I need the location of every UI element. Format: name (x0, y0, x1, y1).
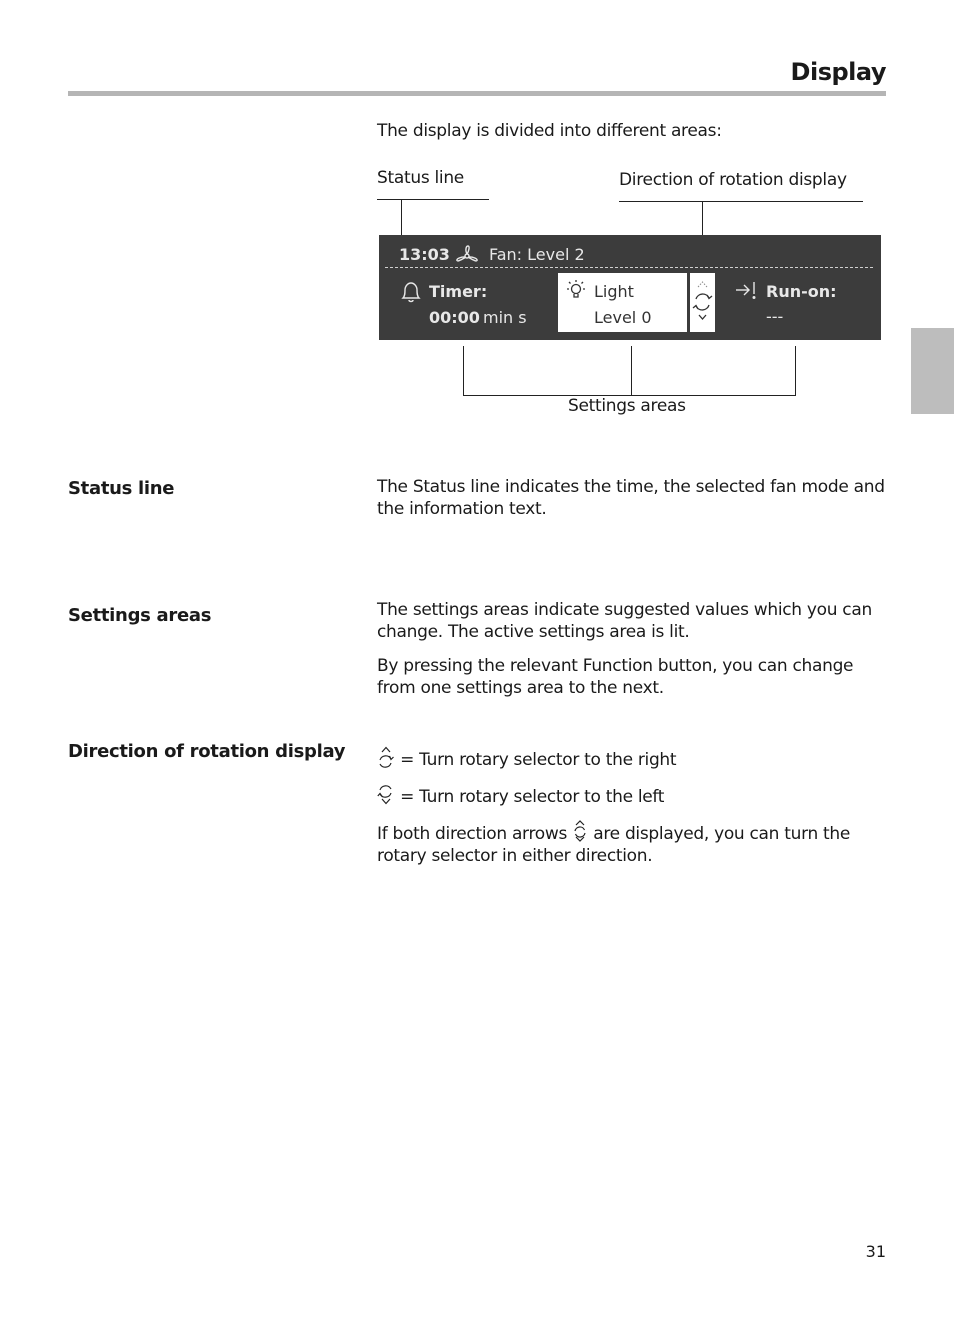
header-rule (68, 91, 886, 96)
both-arrows-text-end: are displayed, you can turn the rotary selector in either direction. (377, 824, 851, 866)
paragraph: The settings areas indicate suggested values which you can change. The active settings area is lit. (377, 600, 872, 642)
rotate-both-icon (572, 820, 588, 842)
display-screen (379, 235, 881, 340)
paragraph: The Status line indicates the time, the selected fan mode and the information text. (377, 477, 885, 519)
status-divider (385, 267, 873, 268)
lcd-timer-unit: min s (483, 308, 527, 327)
paragraph (377, 783, 887, 808)
lcd-runon-value: --- (766, 307, 784, 326)
light-bulb-icon (564, 279, 588, 301)
label-direction-display: Direction of rotation display (619, 170, 847, 190)
page-number: 31 (865, 1242, 886, 1261)
label-status-line: Status line (377, 168, 464, 188)
bracket-line (463, 346, 464, 396)
section-heading-status-line: Status line (68, 478, 175, 499)
rotate-right-text: = Turn rotary selector to the right (400, 750, 677, 770)
rotation-indicator (690, 273, 715, 332)
bracket-line (795, 346, 796, 396)
lcd-timer-value: 00:00 (429, 308, 480, 327)
chapter-tab (911, 328, 954, 414)
lcd-light-label: Light (594, 282, 634, 301)
rotation-arrows-icon (690, 273, 715, 332)
lcd-timer-label: Timer: (429, 282, 488, 301)
intro-text: The display is divided into different areas: (377, 121, 722, 141)
bell-icon (399, 281, 423, 303)
label-settings-areas: Settings areas (568, 396, 686, 416)
settings-area-light (558, 273, 687, 332)
leader-line (619, 201, 863, 202)
section-text-status-line (377, 476, 887, 520)
leader-line (377, 199, 489, 200)
bracket-line (631, 346, 632, 396)
leader-line (401, 199, 402, 235)
fan-icon (455, 245, 479, 265)
section-text-direction (377, 746, 887, 867)
rotate-left-icon (377, 783, 395, 805)
paragraph (377, 746, 887, 771)
section-heading-settings-areas: Settings areas (68, 605, 212, 626)
paragraph: By pressing the relevant Function button, you can change from one settings area to the next. (377, 656, 854, 698)
both-arrows-text-start: If both direction arrows (377, 824, 568, 844)
lcd-fan-status: Fan: Level 2 (489, 245, 585, 264)
rotate-left-text: = Turn rotary selector to the left (400, 787, 665, 807)
rotate-right-icon (377, 746, 395, 768)
page-title: Display (790, 58, 886, 86)
lcd-time: 13:03 (399, 245, 450, 264)
section-heading-direction: Direction of rotation display (68, 741, 346, 762)
lcd-light-value: Level 0 (594, 308, 652, 327)
lcd-runon-label: Run-on: (766, 282, 837, 301)
paragraph (377, 820, 887, 867)
section-text-settings-areas (377, 599, 887, 699)
run-on-icon (735, 280, 759, 300)
